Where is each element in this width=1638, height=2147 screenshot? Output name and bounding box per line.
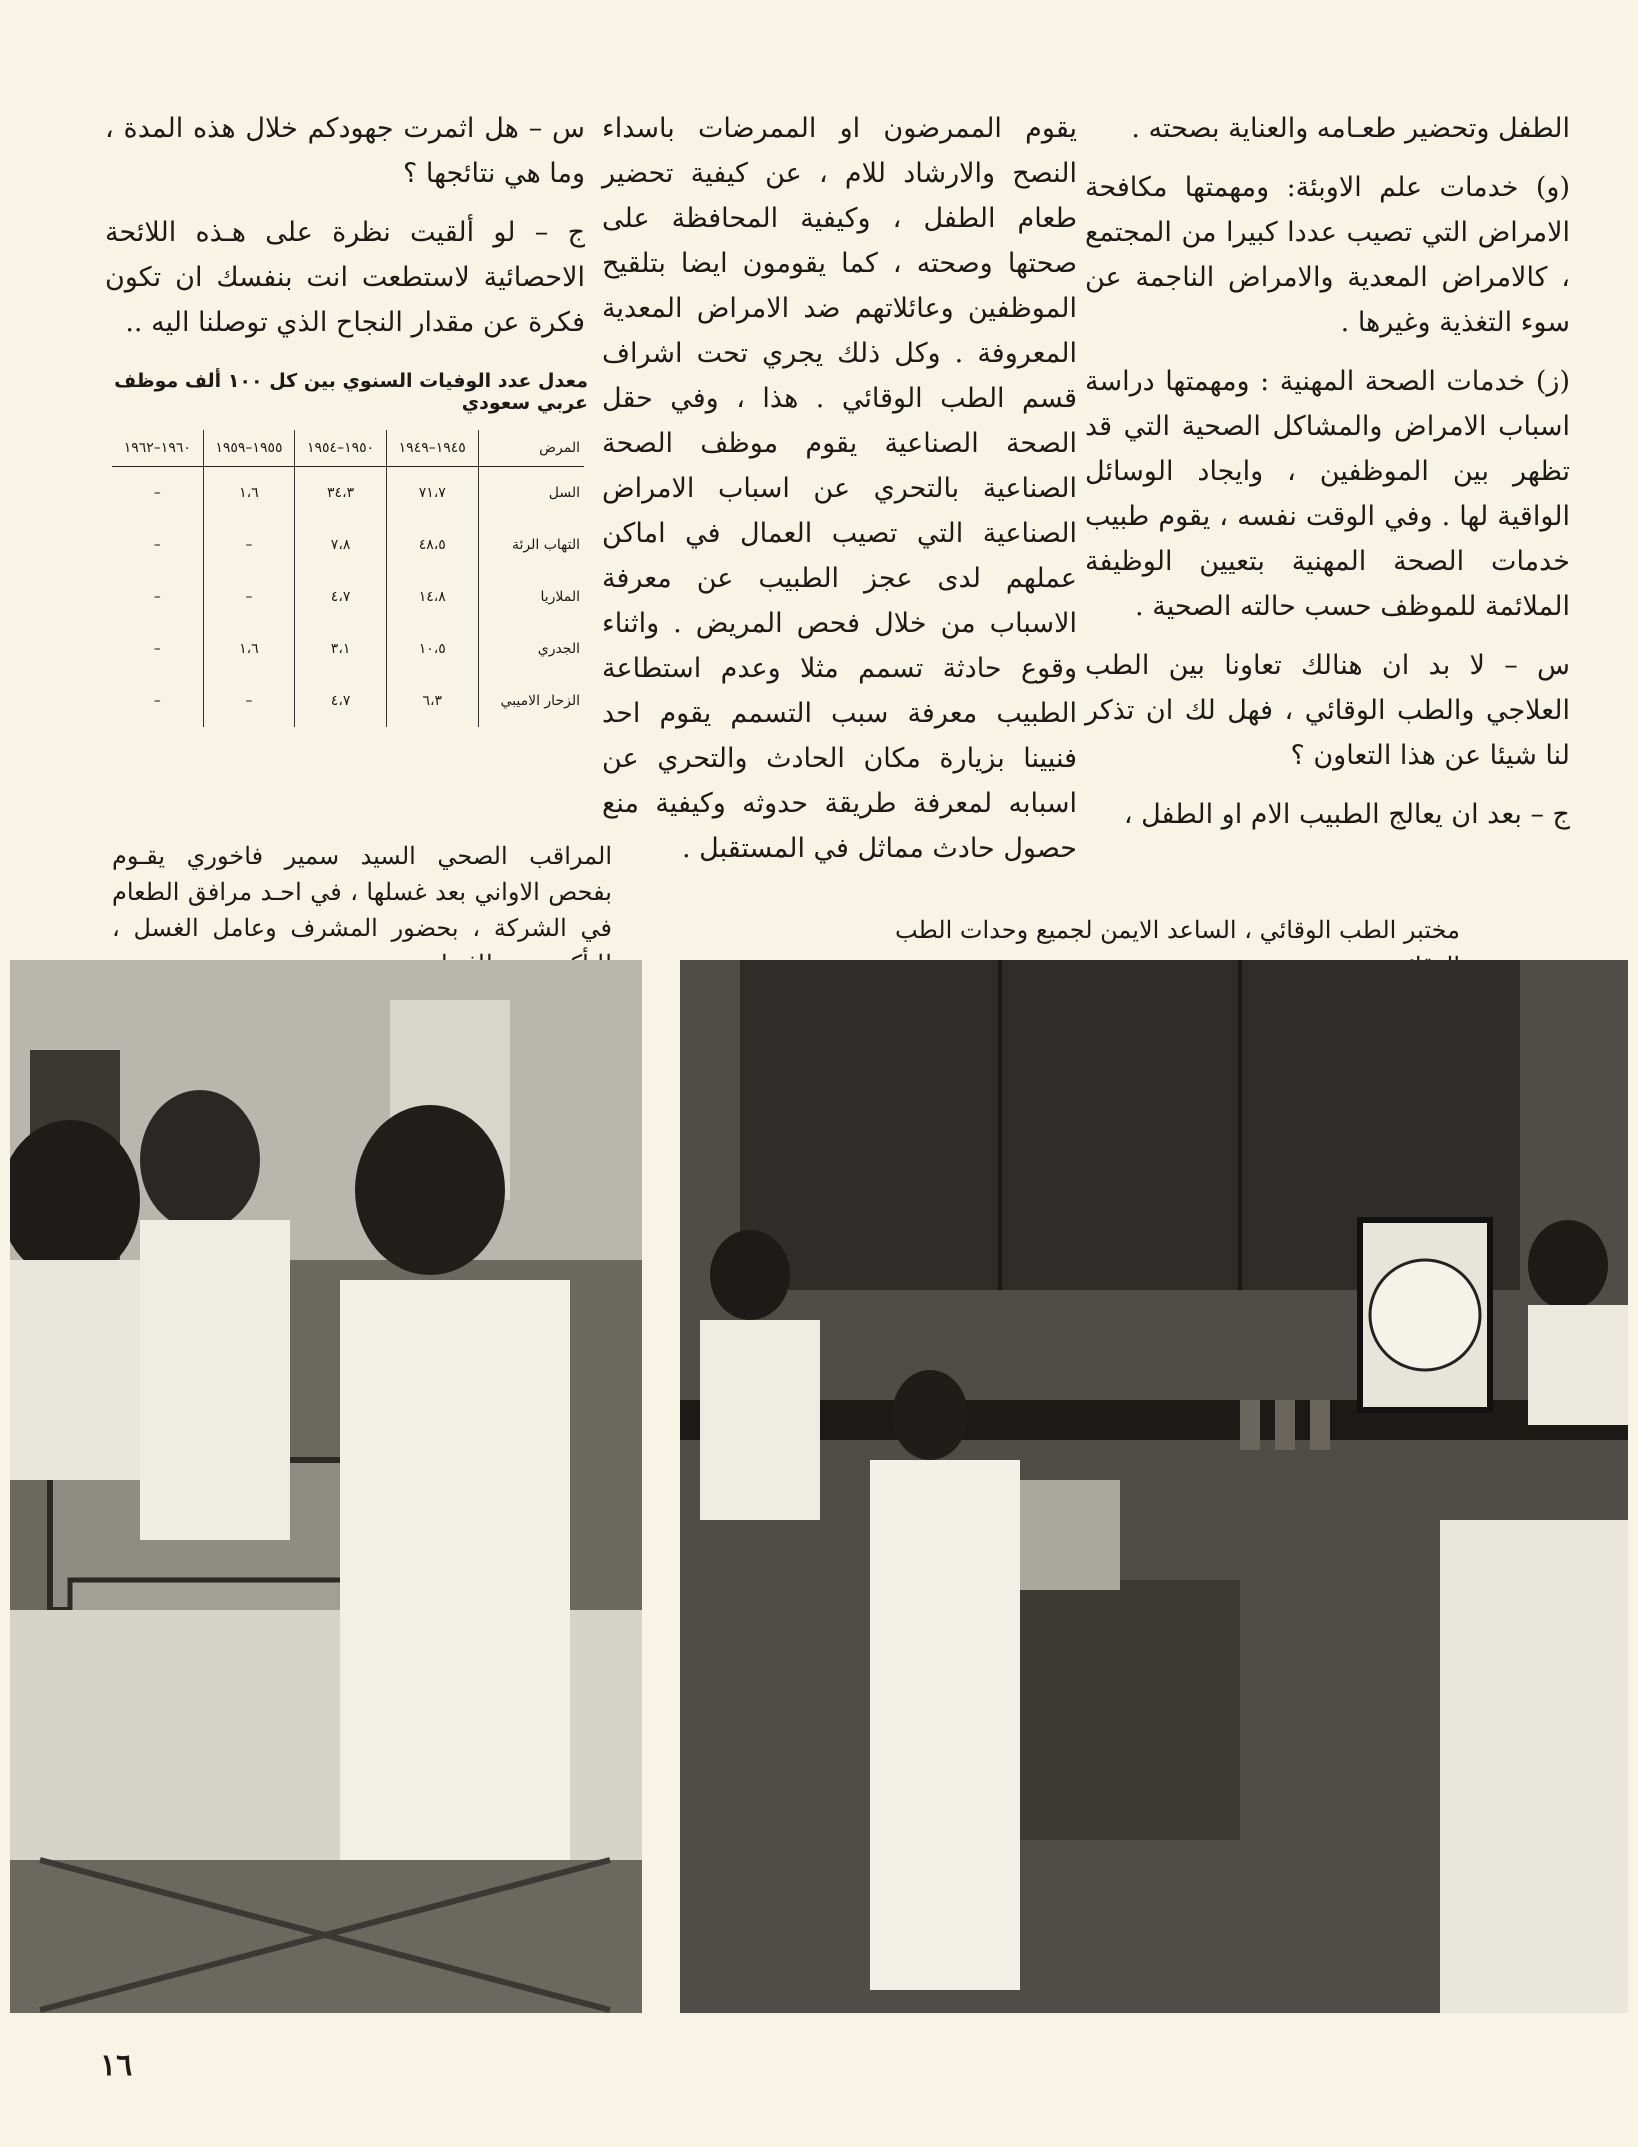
table-cell: ٣٤،٣ — [295, 467, 387, 520]
mortality-table — [112, 430, 584, 727]
table-cell: الزحار الاميبي — [500, 693, 580, 709]
paragraph: الطفل وتحضير طعـامه والعناية بصحته . — [1131, 113, 1570, 144]
table-cell: ٤٨،٥ — [386, 519, 478, 571]
table-cell: – — [203, 571, 295, 623]
table-cell: ١،٦ — [203, 623, 295, 675]
paragraph: ج – لو ألقيت نظرة على هـذه اللائحة الاحصائية لاستطعت انت بنفسك ان تكون فكرة عن مقدار النجاح الذي توصلنا اليه .. — [105, 217, 585, 338]
paragraph: (و) خدمات علم الاوبئة: ومهمتها مكافحة الامراض التي تصيب عددا كبيرا من المجتمع ، كالامراض المعدية والامراض الناجمة عن سوء التغذية وغيرها . — [1085, 172, 1570, 338]
table-cell: ٤،٧ — [295, 571, 387, 623]
paragraph: ج – بعد ان يعالج الطبيب الام او الطفل ، — [1123, 799, 1570, 830]
table-cell: ٤،٧ — [295, 675, 387, 727]
table-header: ١٩٤٥–١٩٤٩ — [386, 430, 478, 467]
table-cell: ٣،١ — [295, 623, 387, 675]
table-cell: ٧١،٧ — [386, 467, 478, 520]
photo-illustration — [10, 960, 642, 2013]
table-row — [112, 519, 584, 571]
text-column-left — [105, 106, 585, 359]
paragraph: س – لا بد ان هنالك تعاونا بين الطب العلاجي والطب الوقائي ، فهل لك ان تذكر لنا شيئا عن هذا التعاون ؟ — [1085, 650, 1570, 771]
table-header: ١٩٥٠–١٩٥٤ — [295, 430, 387, 467]
table-cell: الملاريا — [540, 589, 580, 605]
table-cell: – — [112, 571, 203, 623]
kitchen-inspection-photo — [10, 960, 642, 2013]
table-cell: – — [112, 467, 203, 520]
photo-caption-left: المراقب الصحي السيد سمير فاخوري يقـوم بفحص الاواني بعد غسلها ، في احـد مرافق الطعام في الشركة ، بحضور المشرف وعامل الغسل ، — [112, 842, 612, 942]
table-cell: – — [112, 519, 203, 571]
table-row — [112, 571, 584, 623]
photo-illustration — [680, 960, 1628, 2013]
table-cell: – — [112, 623, 203, 675]
photo-caption-right: مختبر الطب الوقائي ، الساعد الايمن لجميع وحدات الطب — [895, 916, 1460, 944]
table-cell: ٦،٣ — [386, 675, 478, 727]
table-title: معدل عدد الوفيات السنوي بين كل ١٠٠ ألف موظف عربي سعودي — [114, 370, 588, 414]
page-number: ١٦ — [100, 2048, 133, 2083]
table-cell: – — [203, 519, 295, 571]
paragraph: يقوم الممرضون او الممرضات باسداء النصح والارشاد للام ، عن كيفية تحضير طعام الطفل ، وكيفية المحافظة على صحتها وصحته ، كما يقومون ايضا بتلقيح الموظفين وعائلاتهم ضد الامراض المعدية المعروفة . وكل ذلك يجري تحت اشراف قسم الطب الوقائي . هذا ، وفي حقل الصحة الصناعية يقوم موظف الصحة الصناعية بالتحري عن اسباب الامراض الصناعية التي تصيب العمال في اماكن عملهم لدى عجز الطبيب عن معرفة الاسباب من خلال فحص المريض . واثناء وقوع حادثة تسمم مثلا وعدم استطاعة الطبيب معرفة سبب التسمم يقوم احد فنيينا بزيارة مكان الحادث والتحري عن اسبابه لمعرفة طريقة حدوثه وكيفية منع حصول حادث مماثل في المستقبل . — [602, 113, 1077, 864]
table-row — [112, 675, 584, 727]
table-header: ١٩٥٥–١٩٥٩ — [203, 430, 295, 467]
table-cell: – — [112, 675, 203, 727]
table-cell: ١٠،٥ — [386, 623, 478, 675]
table-row — [112, 467, 584, 520]
table-cell: التهاب الرئة — [511, 537, 580, 553]
table-cell: السل — [548, 485, 580, 501]
table-cell: ١٤،٨ — [386, 571, 478, 623]
table-cell: ١،٦ — [203, 467, 295, 520]
table-cell: ٧،٨ — [295, 519, 387, 571]
paragraph: (ز) خدمات الصحة المهنية : ومهمتها دراسة اسباب الامراض والمشاكل الصحية التي قد تظهر بين الموظفين ، وايجاد الوسائل الواقية لها . وفي الوقت نفسه ، يقوم طبيب خدمات الصحة المهنية بتعيين الوظيفة الملائمة للموظف حسب حالته الصحية . — [1085, 366, 1570, 622]
table-row — [112, 623, 584, 675]
table-cell: – — [203, 675, 295, 727]
lab-photo — [680, 960, 1628, 2013]
text-column-middle — [602, 106, 1077, 885]
table-cell: الجدري — [537, 641, 580, 657]
table-header-row — [112, 430, 584, 467]
table-header: ١٩٦٠–١٩٦٢ — [112, 430, 203, 467]
table-header: المرض — [478, 430, 584, 467]
paragraph: س – هل اثمرت جهودكم خلال هذه المدة ، وما هي نتائجها ؟ — [105, 113, 585, 189]
text-column-right — [1085, 106, 1570, 851]
